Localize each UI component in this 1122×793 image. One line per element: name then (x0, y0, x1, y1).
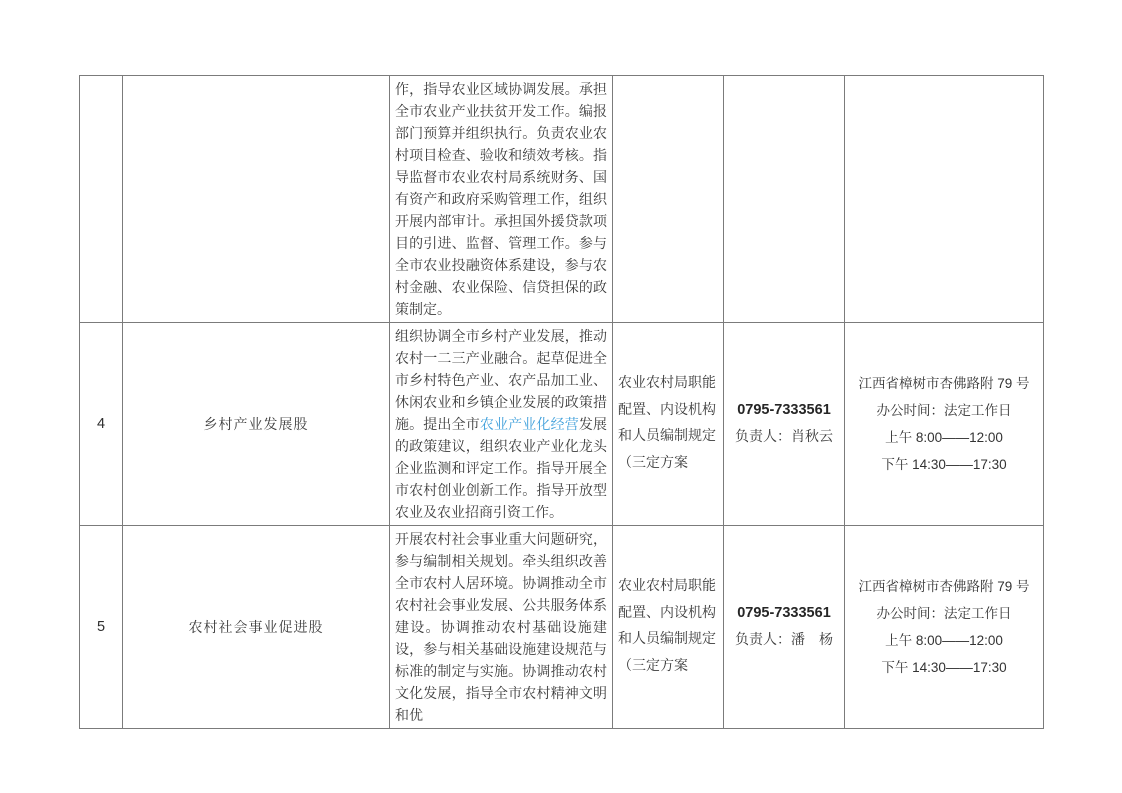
duties-cell (390, 76, 613, 323)
office-hours-label: 办公时间：法定工作日 (876, 606, 1012, 621)
office-address: 江西省樟树市杏佛路附 79 号 (858, 579, 1030, 594)
department-table (79, 75, 1044, 729)
duties-text (390, 323, 612, 525)
row-number-cell (80, 76, 123, 323)
duties-cell (390, 323, 613, 526)
table-row-continuation (80, 76, 1044, 323)
table-row-5 (80, 526, 1044, 729)
contact-person: 负责人：肖秋云 (735, 430, 833, 445)
department-name: 乡村产业发展股 (203, 418, 309, 433)
contact-person: 负责人：潘 杨 (735, 633, 833, 648)
duties-text: 作，指导农业区域协调发展。承担全市农业产业扶贫开发工作。编报部门预算并组织执行。负责农业农村项目检查、验收和绩效考核。指导监督市农业农村局系统财务、国有资产和政府采购管理工作，组织开展内部审计。承担国外援贷款项目的引进、监督、管理工作。参与全市农业投融资体系建设，参与农村金融、农业保险、信贷担保的政策制定。 (395, 83, 607, 318)
contact-cell (724, 526, 845, 729)
phone-number: 0795-7333561 (737, 605, 831, 621)
row-number: 4 (96, 416, 106, 432)
office-hours-label: 办公时间：法定工作日 (876, 403, 1012, 418)
duties-text-before: 组织协调全市乡村产业发展，推动农村一二三产业融合。起草促进全市乡村特色产业、农产品加工业、休闲农业和乡镇企业发展的政策措施。提出全市 (395, 330, 607, 433)
agriculture-industrialization-link[interactable]: 农业产业化经营 (479, 418, 579, 433)
regulation-cell (613, 323, 724, 526)
row-number: 5 (96, 619, 106, 635)
document-page (79, 75, 1044, 729)
row-number-cell (80, 323, 123, 526)
office-hours-am: 上午 8:00——12:00 (885, 633, 1003, 648)
duties-cell (390, 526, 613, 729)
row-number-cell (80, 526, 123, 729)
address-cell (845, 323, 1044, 526)
department-cell (123, 526, 390, 729)
office-hours-pm: 下午 14:30——17:30 (881, 457, 1007, 472)
regulation-cell (613, 76, 724, 323)
table-row-4 (80, 323, 1044, 526)
phone-number: 0795-7333561 (737, 402, 831, 418)
regulation-text (613, 197, 723, 201)
department-cell (123, 76, 390, 323)
regulation-text: 农业农村局职能配置、内设机构和人员编制规定（三定方案 (618, 376, 716, 471)
duties-text: 开展农村社会事业重大问题研究，参与编制相关规划。牵头组织改善全市农村人居环境。协调推动全市农村社会事业发展、公共服务体系建设。协调推动农村基础设施建设，参与相关基础设施建设规范与标准的制定与实施。协调推动农村文化发展，指导全市农村精神文明和优 (395, 533, 607, 724)
office-hours-pm: 下午 14:30——17:30 (881, 660, 1007, 675)
address-cell (845, 526, 1044, 729)
contact-cell (724, 76, 845, 323)
address-cell (845, 76, 1044, 323)
regulation-cell (613, 526, 724, 729)
contact-cell (724, 323, 845, 526)
department-name: 农村社会事业促进股 (188, 621, 324, 636)
office-hours-am: 上午 8:00——12:00 (885, 430, 1003, 445)
duties-text-after: 发展的政策建议，组织农业产业化龙头企业监测和评定工作。指导开展全市农村创业创新工作。指导开放型农业及农业招商引资工作。 (395, 418, 608, 521)
department-cell (123, 323, 390, 526)
office-address: 江西省樟树市杏佛路附 79 号 (858, 376, 1030, 391)
regulation-text: 农业农村局职能配置、内设机构和人员编制规定（三定方案 (618, 579, 716, 674)
